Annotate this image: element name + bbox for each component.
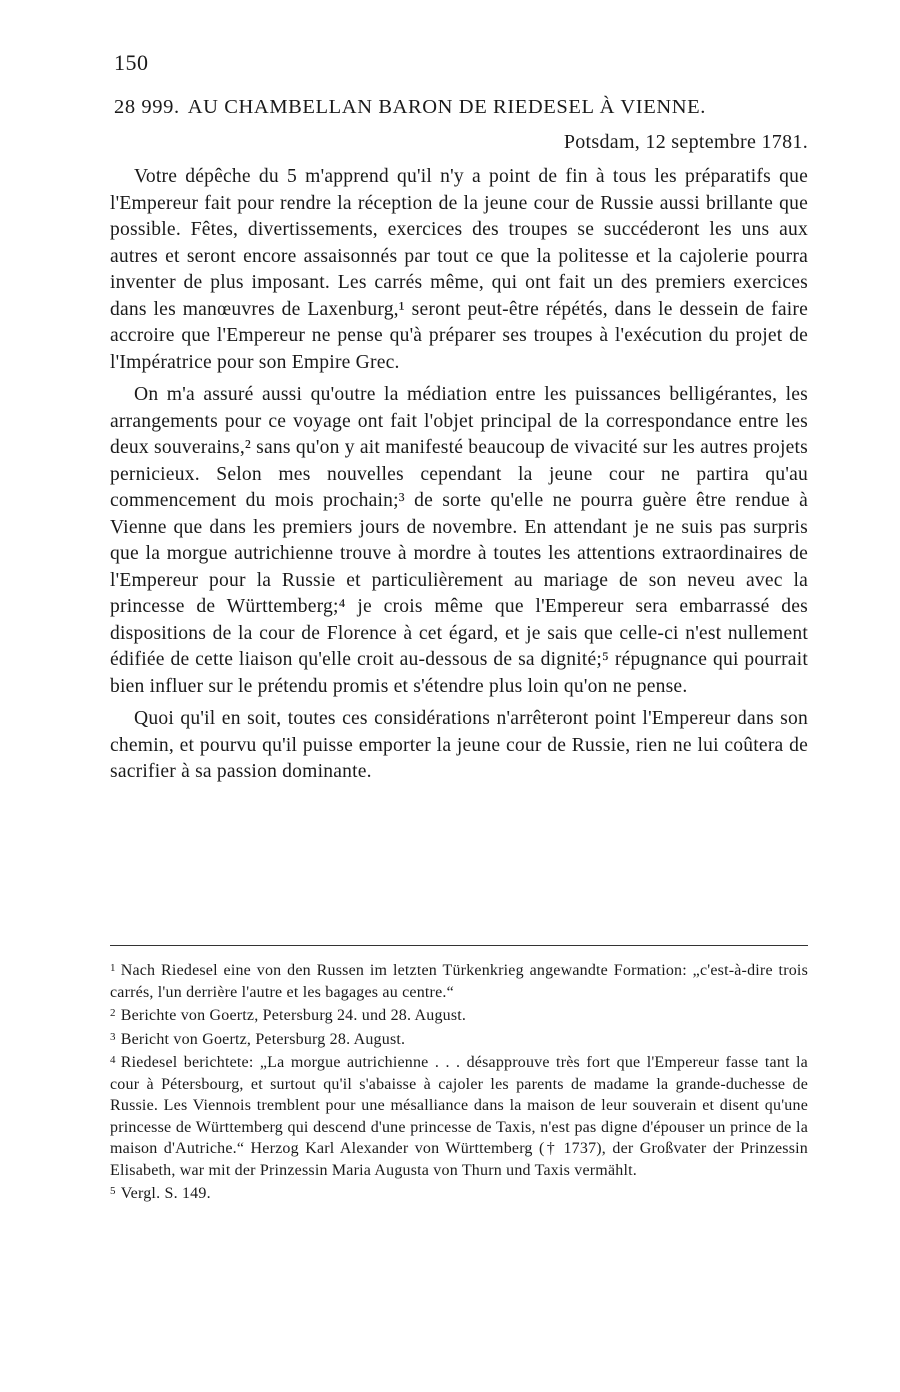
footnote-mark: 1 [110, 962, 116, 974]
paragraph: Votre dépêche du 5 m'apprend qu'il n'y a point de fin à tous les préparatifs que l'Empereur fait pour rendre la réception de la jeune cour de Russie aussi brillante que possible. Fêtes, divertissements, exercices des troupes se succéderont les uns aux autres et seront encore assaisonnés par tout ce que la politesse et la cajolerie pourra inventer de plus imposant. Les carrés même, qui ont fait un des premiers exercices dans les manœuvres de Laxenburg,¹ seront peut-être répétés, dans le dessein de faire accroire que l'Empereur ne pense qu'à préparer ses troupes à l'exécution du projet de l'Impératrice pour son Empire Grec. [110, 166, 808, 373]
footnote-text: Berichte von Goertz, Petersburg 24. und 28. August. [120, 1007, 467, 1024]
paragraph: Quoi qu'il en soit, toutes ces considérations n'arrêteront point l'Empereur dans son chemin, et pourvu qu'il puisse emporter la jeune cour de Russie, rien ne lui coûtera de sacrifier à sa passion dominante. [110, 708, 808, 782]
letter-number: 28 999. [114, 96, 180, 118]
footnote-mark: 2 [110, 1007, 116, 1019]
footnote [110, 1050, 808, 1181]
footnote-mark: 4 [110, 1054, 116, 1066]
footnote-divider [110, 945, 808, 946]
footnote [110, 1027, 808, 1051]
letter-dateline: Potsdam, 12 septembre 1781. [563, 131, 808, 153]
footnote-text: Riedesel berichtete: „La morgue autrichienne . . . désapprouve très fort que l'Empereur fasse tant la cour à Pétersbourg, et surtout qu'il s'abaisse à cajoler les parents de madame la grande-duchesse de Russie. Les Viennois tremblent pour une mésalliance dans la maison de leur souverain et disent qu'une princesse de Württemberg qui descend d'une princesse de Taxis, n'est pas digne d'épouser un prince de la maison d'Autriche.“ Herzog Karl Alexander von Württemberg († 1737), der Großvater der Prinzessin Elisabeth, war mit der Prinzessin Maria Augusta von Thurn und Taxis vermählt. [110, 1054, 808, 1179]
footnotes [110, 958, 808, 1205]
footnote [110, 1003, 808, 1027]
footnote [110, 958, 808, 1003]
footnote-mark: 5 [110, 1185, 116, 1197]
letter-heading [114, 96, 808, 119]
footnote-text: Bericht von Goertz, Petersburg 28. August. [120, 1030, 406, 1048]
page-number: 150 [114, 50, 149, 75]
letter-body [110, 164, 808, 786]
paragraph: On m'a assuré aussi qu'outre la médiation entre les puissances belligérantes, les arrangements pour ce voyage ont fait l'objet principal de la correspondance entre les deux souverains,² sans qu'on y ait manifesté beaucoup de vivacité sur les autres projets pernicieux. Selon mes nouvelles cependant la jeune cour ne partira qu'au commencement du mois prochain;³ de sorte qu'elle ne pourra guère être rendue à Vienne que dans les premiers jours de novembre. En attendant je ne suis pas surpris que la morgue autrichienne trouve à mordre à toutes les attentions extraordinaires de l'Empereur pour la Russie et particulièrement au mariage de son neveu avec la princesse de Württemberg;⁴ je crois même que l'Empereur sera embarrassé des dispositions de la cour de Florence à cet égard, et je sais que celle-ci n'est nullement édifiée de cette liaison qu'elle croit au-dessous de sa dignité;⁵ répugnance qui pourrait bien influer sur le prétendu promis et s'étendre plus loin qu'on ne pense. [110, 384, 808, 697]
footnote-mark: 3 [110, 1030, 116, 1043]
letter-title: AU CHAMBELLAN BARON DE RIEDESEL À VIENNE. [187, 96, 706, 118]
footnote-text: Nach Riedesel eine von den Russen im letzten Türkenkrieg angewandte Formation: „c'est-à-dire trois carrés, l'un derrière l'autre et les bagages au centre.“ [110, 962, 808, 1001]
footnote-text: Vergl. S. 149. [120, 1185, 211, 1202]
footnote [110, 1181, 808, 1205]
